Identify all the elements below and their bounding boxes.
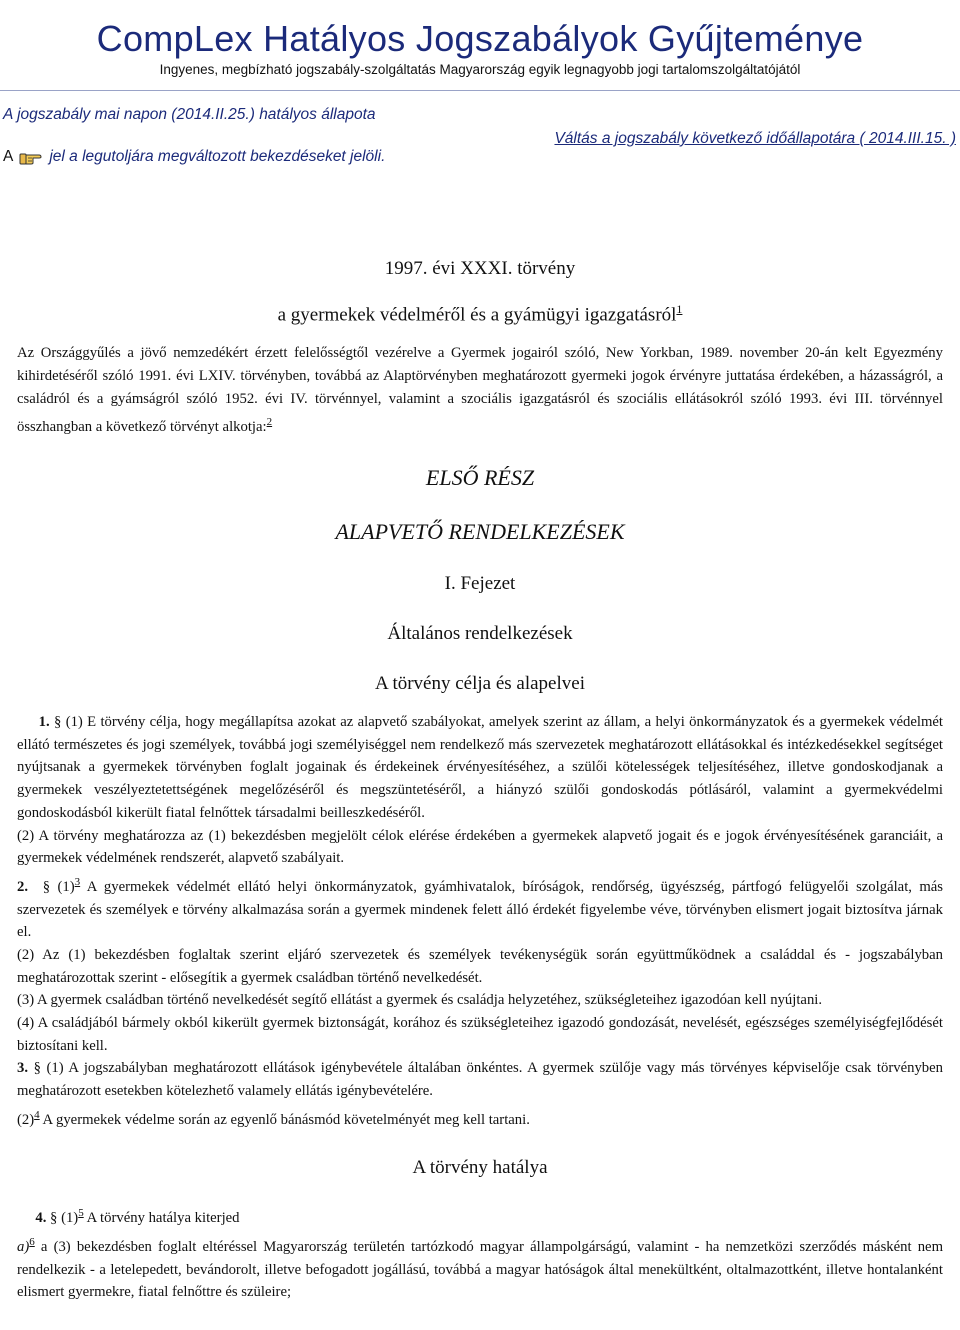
status-bar (0, 90, 960, 210)
paragraph-text: A törvény hatálya kiterjed (86, 1210, 240, 1227)
chapter-heading: I. Fejezet (444, 573, 516, 595)
paragraph-text: (2) A törvény meghatározza az (1) bekezdésben megjelölt célok elérése érdekében a gyermekek alapvető jogait és e jogok érvényesítésének garanciáit, a gyermekek védelmének rendszerét, alapvető szabályait. (17, 827, 943, 867)
part-title: ALAPVETŐ RENDELKEZÉSEK (335, 519, 625, 545)
footnote-link-5[interactable]: 5 (78, 1207, 84, 1220)
paragraph-text: a (3) bekezdésben foglalt eltéréssel Magyarország területén tartózkodó magyar állampolgárságú, valamint - ha nemzetközi szerződés másként nem rendelkezik - a letelepedett, bevándorolt, illetve befogadott jogállású, továbbá a magyar hatóságok által menekültként, oltalmazottként, illetve hontalanként elismert gyermekre, fiatal felnőttre és szüleire; (17, 1238, 944, 1301)
section-2-para-4 (0, 1012, 960, 1057)
law-content (0, 250, 960, 1304)
section-number: 3. (17, 1060, 29, 1077)
section-4-point-a (0, 1230, 960, 1304)
marker-note (3, 148, 385, 166)
paragraph-text: (4) A családjából bármely okból kikerült gyermek biztonságát, korához és szükségleteihez igazodó gondozását, nevelését, egészséges személyiségfejlődését biztosítani kell. (17, 1015, 943, 1054)
paragraph-text: (2) Az (1) bekezdésben foglaltak szerint eljáró szervezetek és személyek tevékenységük során együttműködnek a családdal és - jogszabályban meghatározottak szerint - elősegítik a gyermek családban történő nevelkedését. (17, 946, 943, 986)
chapter-title: Általános rendelkezések (387, 623, 573, 645)
paragraph-text: A gyermekek védelmét ellátó helyi önkormányzatok, gyámhivatalok, bíróságok, rendőrség, ügyészség, pártfogó felügyelői szolgálat, más szervezetek és személyek e törvény alkalmazása során a gyermek mindenek felett álló érdekét figyelembe véve, törvényben elismert jogait biztosítva járnak el. (17, 878, 943, 941)
paragraph-prefix: § (1) (50, 1210, 79, 1227)
paragraph-text: § (1) E törvény célja, hogy megállapítsa azokat az alapvető szabályokat, amelyek szerint az állam, a helyi önkormányzatok és a gyermekek védelmét ellátó természetes és jogi személyek, továbbá jogi személyiséggel nem rendelkező más szervezetek meghatározott ellátásokkal és intézkedésekkel segítséget nyújtsanak a gyermekek törvényben foglalt jogainak és érdekeinek érvényesítéséhez, a szülői kötelességek teljesítéséhez, illetve gondoskodjanak a gyermekek veszélyeztetettségének megelőzéséről és megszüntetéséről, a hiányzó szülői gondoskodás pótlásáról, valamint a gyermekvédelmi gondoskodásból kikerült fiatal felnőttek társadalmi beilleszkedéséről. (17, 714, 944, 821)
section-4-para-1 (0, 1201, 960, 1230)
section-1-para-1 (0, 711, 960, 825)
marker-prefix: A (3, 148, 14, 165)
paragraph-prefix: (2) (17, 1111, 35, 1128)
section-2-para-2 (0, 944, 960, 989)
footnote-link-6[interactable]: 6 (29, 1236, 35, 1249)
preamble (0, 342, 960, 439)
footnote-link-3[interactable]: 3 (74, 875, 81, 888)
part-heading: ELSŐ RÉSZ (425, 465, 535, 491)
section-number: 4. (35, 1210, 47, 1227)
point-label: a) (17, 1238, 30, 1255)
footnote-link-4[interactable]: 4 (34, 1108, 40, 1121)
section-number: 1. (38, 714, 50, 731)
preamble-text: Az Országgyűlés a jövő nemzedékért érzett felelősségtől vezérelve a Gyermek jogairól szóló, New Yorkban, 1989. november 20-án kelt Egyezmény kihirdetéséről szóló 1991. évi LXIV. törvényben, továbbá az Alaptörvényben meghatározott gyermeki jogok érvényre juttatása érdekében, a házasságról, a családról és a gyámságról szóló 1952. évi IV. törvénnyel, valamint a szociális igazgatásról és szociális ellátásokról szóló 1993. évi III. törvénnyel összhangban a következő törvényt alkotja: (17, 345, 943, 436)
paragraph-text: § (1) A jogszabályban meghatározott ellátások igénybevétele általában önkéntes. A gyermek szülője vagy más törvényes képviselője csak törvényben meghatározott esetekben kötelezhető valamely ellátás igénybevételére. (17, 1060, 944, 1100)
section-2-para-3 (0, 989, 960, 1012)
section-1-para-2 (0, 825, 960, 870)
paragraph-prefix: § (1) (42, 878, 75, 895)
paragraph-text: (3) A gyermek családban történő nevelkedését segítő ellátást a gyermek és családja helyzetéhez, szükségleteihez igazodóan kell nyújtani. (17, 992, 823, 1009)
section-2-para-1 (0, 870, 960, 944)
section-number: 2. (17, 878, 29, 895)
law-title-text: a gyermekek védelméről és a gyámügyi igazgatásról (277, 304, 677, 326)
paragraph-text: A gyermekek védelme során az egyenlő bánásmód követelményét meg kell tartani. (42, 1111, 530, 1128)
footnote-link-2[interactable]: 2 (266, 416, 273, 429)
section-title-purpose: A törvény célja és alapelvei (375, 673, 585, 695)
law-number: 1997. évi XXXI. törvény (384, 258, 576, 279)
site-header (0, 0, 960, 90)
section-title-scope: A törvény hatálya (412, 1157, 548, 1179)
next-state-link[interactable]: Váltás a jogszabály következő időállapotára ( 2014.III.15. ) (554, 130, 956, 147)
marker-text: jel a legutoljára megváltozott bekezdéseket jelöli. (49, 148, 386, 165)
law-title (0, 300, 960, 326)
pointing-hand-icon (19, 148, 43, 166)
site-subtitle: Ingyenes, megbízható jogszabály-szolgáltatás Magyarország egyik legnagyobb jogi tartalomszolgáltatójától (159, 62, 801, 77)
section-3-para-1 (0, 1057, 960, 1102)
state-text: A jogszabály mai napon (2014.II.25.) hatályos állapota (3, 106, 376, 123)
footnote-link-1[interactable]: 1 (676, 302, 683, 316)
site-title: CompLex Hatályos Jogszabályok Gyűjteménye (96, 18, 864, 59)
section-3-para-2 (0, 1103, 960, 1132)
